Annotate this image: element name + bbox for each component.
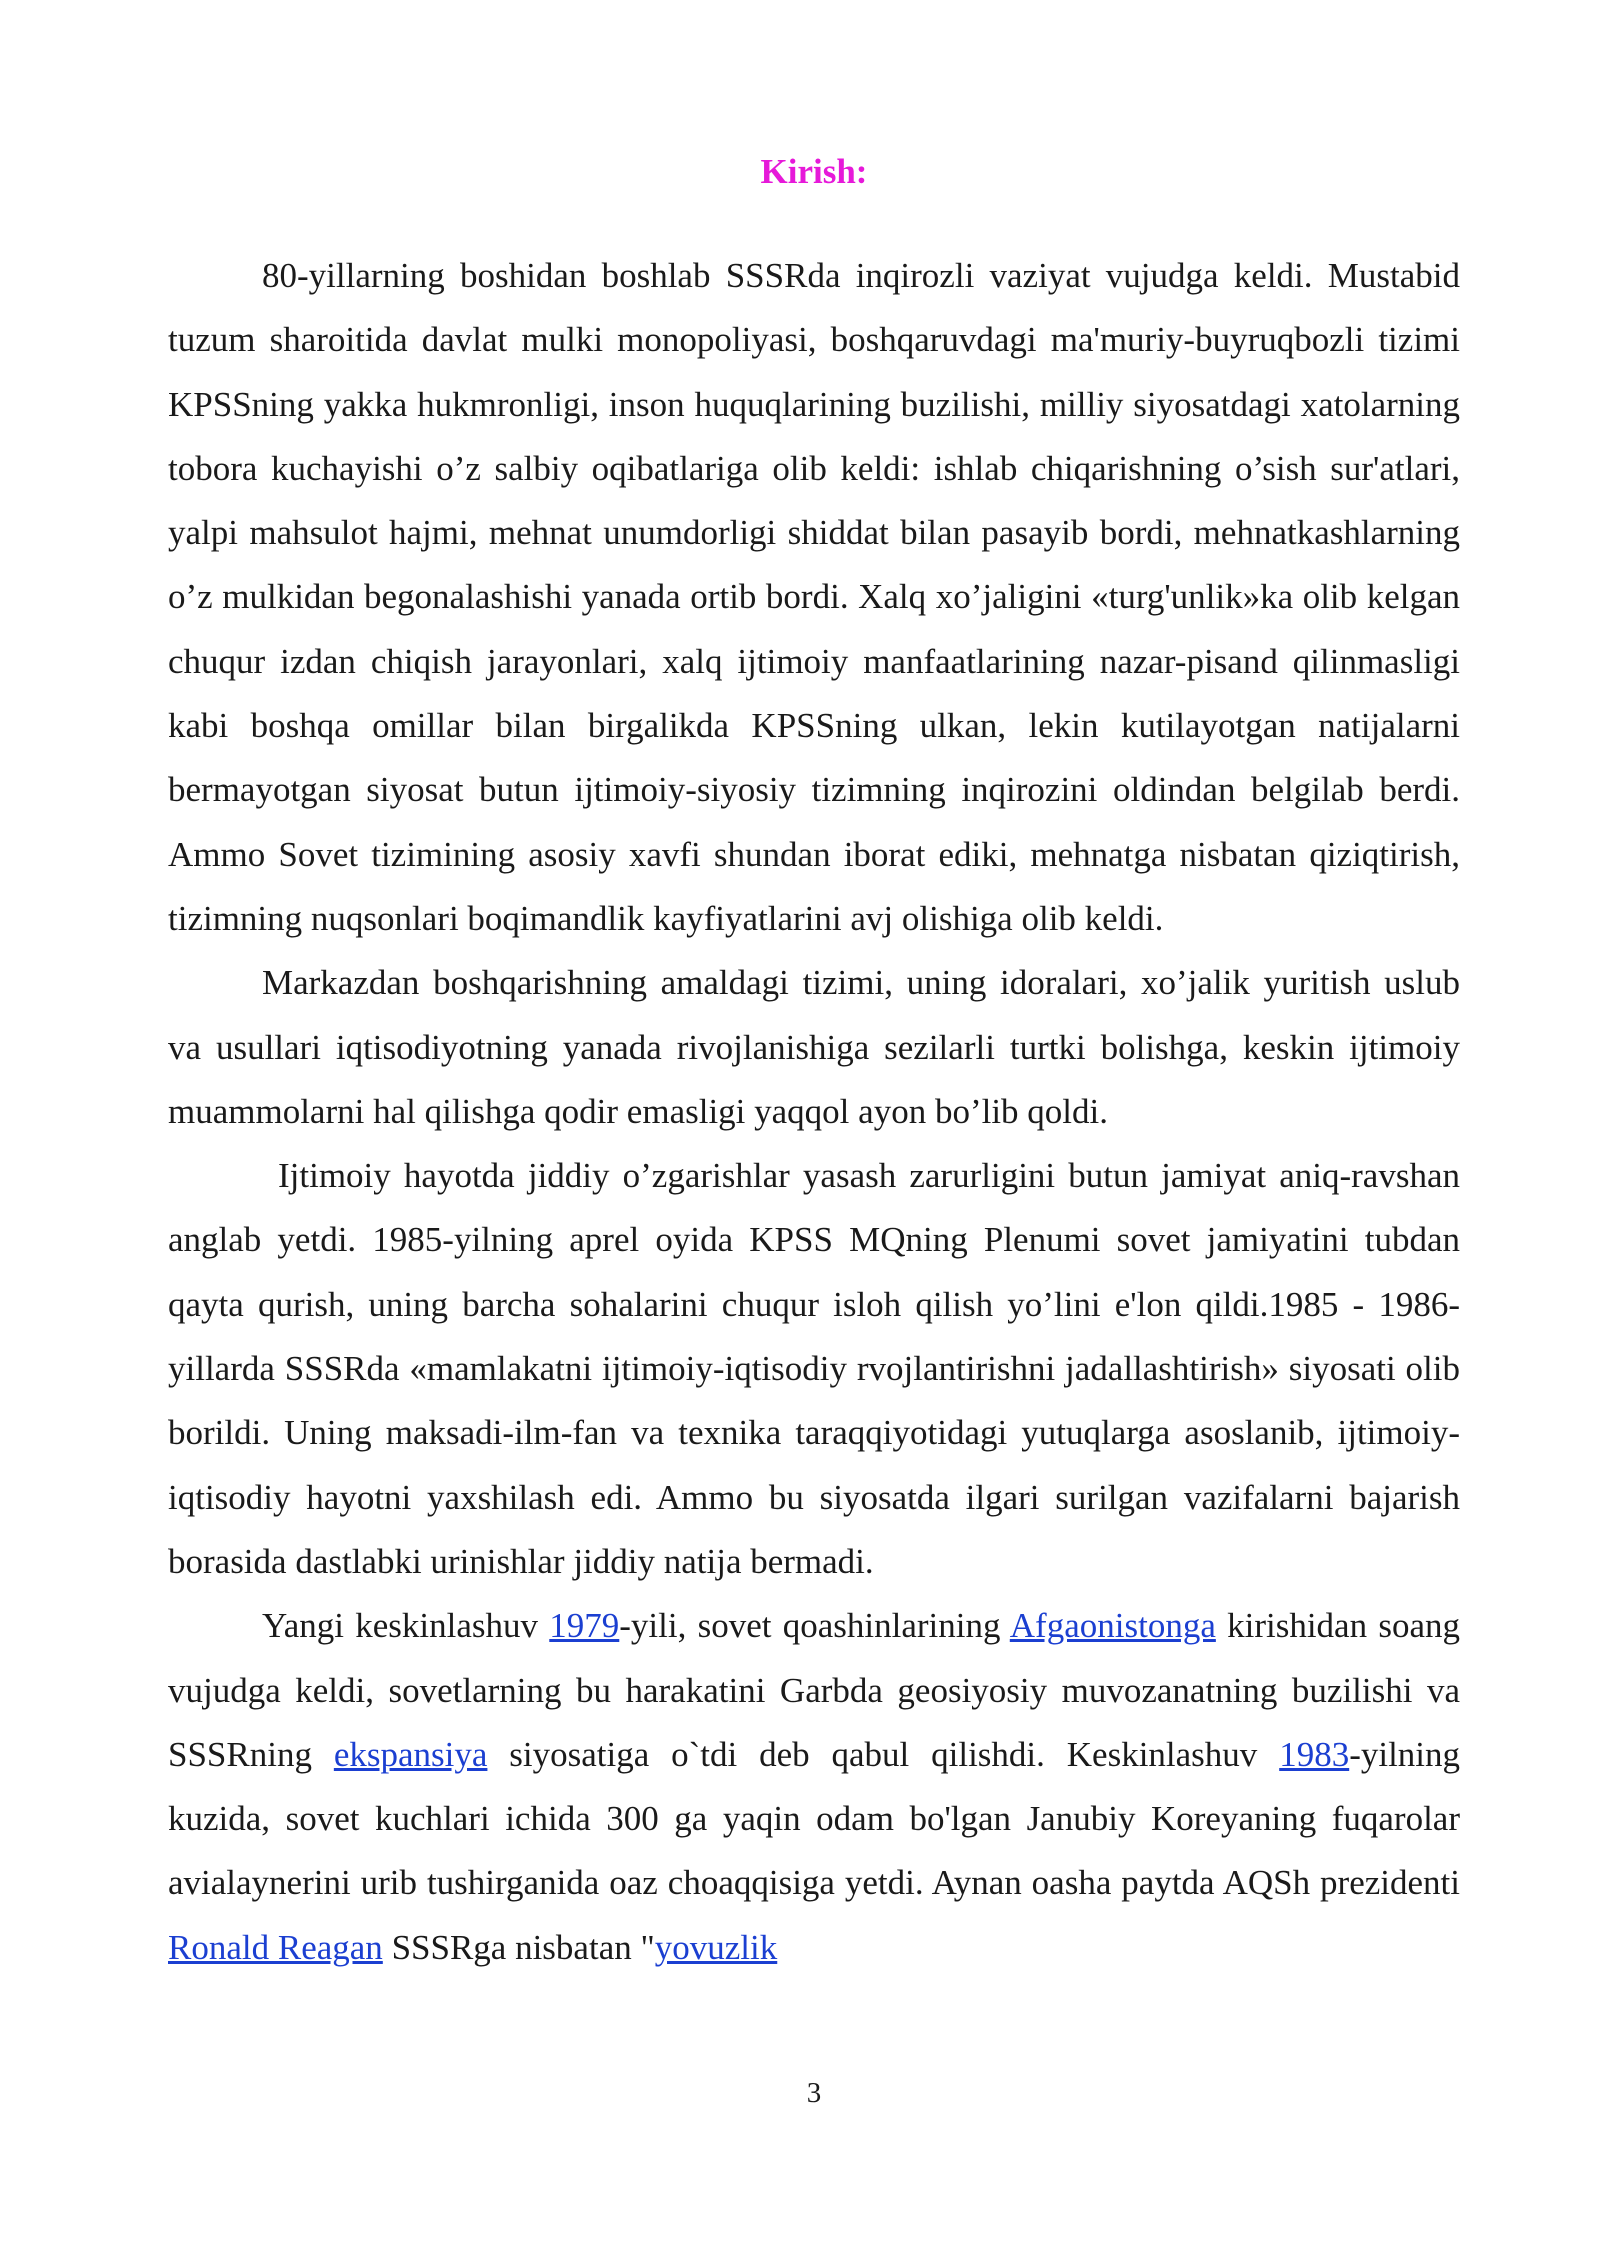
link-1983[interactable]: 1983 (1279, 1734, 1350, 1774)
link-ekspansiya[interactable]: ekspansiya (333, 1734, 488, 1774)
paragraph-4-text: siyosatiga o`tdi deb qabul qilishdi. Keskinlashuv (487, 1734, 1280, 1774)
paragraph-4-text: -yilning kuzida, sovet kuchlari ichida 300 ga yaqin odam bo'lgan Janubiy Koreyaning fuqarolar avialaynerini urib tushirganida oaz choaqqisiga yetdi. Aynan oasha paytda AQSh prezidenti (168, 1734, 1461, 1903)
link-afganistonga[interactable]: Afgaonistonga (1009, 1606, 1216, 1646)
paragraph-4-text: kirishidan soang vujudga keldi, sovetlarning bu harakatini Garbda geosiyosiy muvozanatning buzilishi va SSSRning (168, 1606, 1460, 1774)
body-text (168, 244, 1460, 1980)
paragraph-1: 80-yillarning boshidan boshlab SSSRda inqirozli vaziyat vujudga keldi. Mustabid tuzum sharoitida davlat mulki monopoliyasi, boshqaruvdagi ma'muriy-buyruqbozli tizimi KPSSning yakka hukmronligi, inson huquqlarining buzilishi, milliy siyosatdagi xatolarning tobora kuchayishi o’z salbiy oqibatlariga olib keldi: ishlab chiqarishning o’sish sur'atlari, yalpi mahsulot hajmi, mehnat unumdorligi shiddat bilan pasayib bordi, mehnatkashlarning o’z mulkidan begonalashishi yanada ortib bordi. Xalq xo’jaligini «turg'unlik»ka olib kelgan chuqur izdan chiqish jarayonlari, xalq ijtimoiy manfaatlarining nazar-pisand qilinmasligi kabi boshqa omillar bilan birgalikda KPSSning ulkan, lekin kutilayotgan natijalarni bermayotgan siyosat butun ijtimoiy-siyosiy tizimning inqirozini oldindan belgilab berdi. Ammo Sovet tizimining asosiy xavfi shundan iborat ediki, mehnatga nisbatan qiziqtirish, tizimning nuqsonlari boqimandlik kayfiyatlarini avj olishiga olib keldi. (168, 256, 1460, 938)
paragraph-4-text: SSSRga nisbatan " (382, 1927, 655, 1967)
link-ronald-reagan[interactable]: Ronald Reagan (168, 1927, 383, 1967)
paragraph-4-text: -yili, sovet qoashinlarining (619, 1606, 1010, 1646)
paragraph-2: Markazdan boshqarishning amaldagi tizimi, uning idoralari, xo’jalik yuritish uslub va usullari iqtisodiyotning yanada rivojlanishiga sezilarli turtki bolishga, keskin ijtimoiy muammolarni hal qilishga qodir emasligi yaqqol ayon bo’lib qoldi. (168, 963, 1460, 1131)
link-yovuzlik[interactable]: yovuzlik (654, 1927, 778, 1967)
page-number: 3 (806, 2077, 822, 2109)
paragraph-4 (168, 1594, 1460, 1980)
paragraph-4-text: Yangi keskinlashuv (262, 1606, 550, 1646)
paragraph-3: Ijtimoiy hayotda jiddiy o’zgarishlar yasash zarurligini butun jamiyat aniq-ravshan anglab yetdi. 1985-yilning aprel oyida KPSS MQning Plenumi sovet jamiyatini tubdan qayta qurish, uning barcha sohalarini chuqur isloh qilish yo’lini e'lon qildi.1985 - 1986-yillarda SSSRda «mamlakatni ijtimoiy-iqtisodiy rvojlantirishni jadallashtirish» siyosati olib borildi. Uning maksadi-ilm-fan va texnika taraqqiyotidagi yutuqlarga asoslanib, ijtimoiy-iqtisodiy hayotni yaxshilash edi. Ammo bu siyosatda ilgari surilgan vazifalarni bajarish borasida dastlabki urinishlar jiddiy natija bermadi. (168, 1156, 1460, 1581)
page-title: Kirish: (760, 152, 868, 191)
link-1979[interactable]: 1979 (549, 1606, 620, 1646)
